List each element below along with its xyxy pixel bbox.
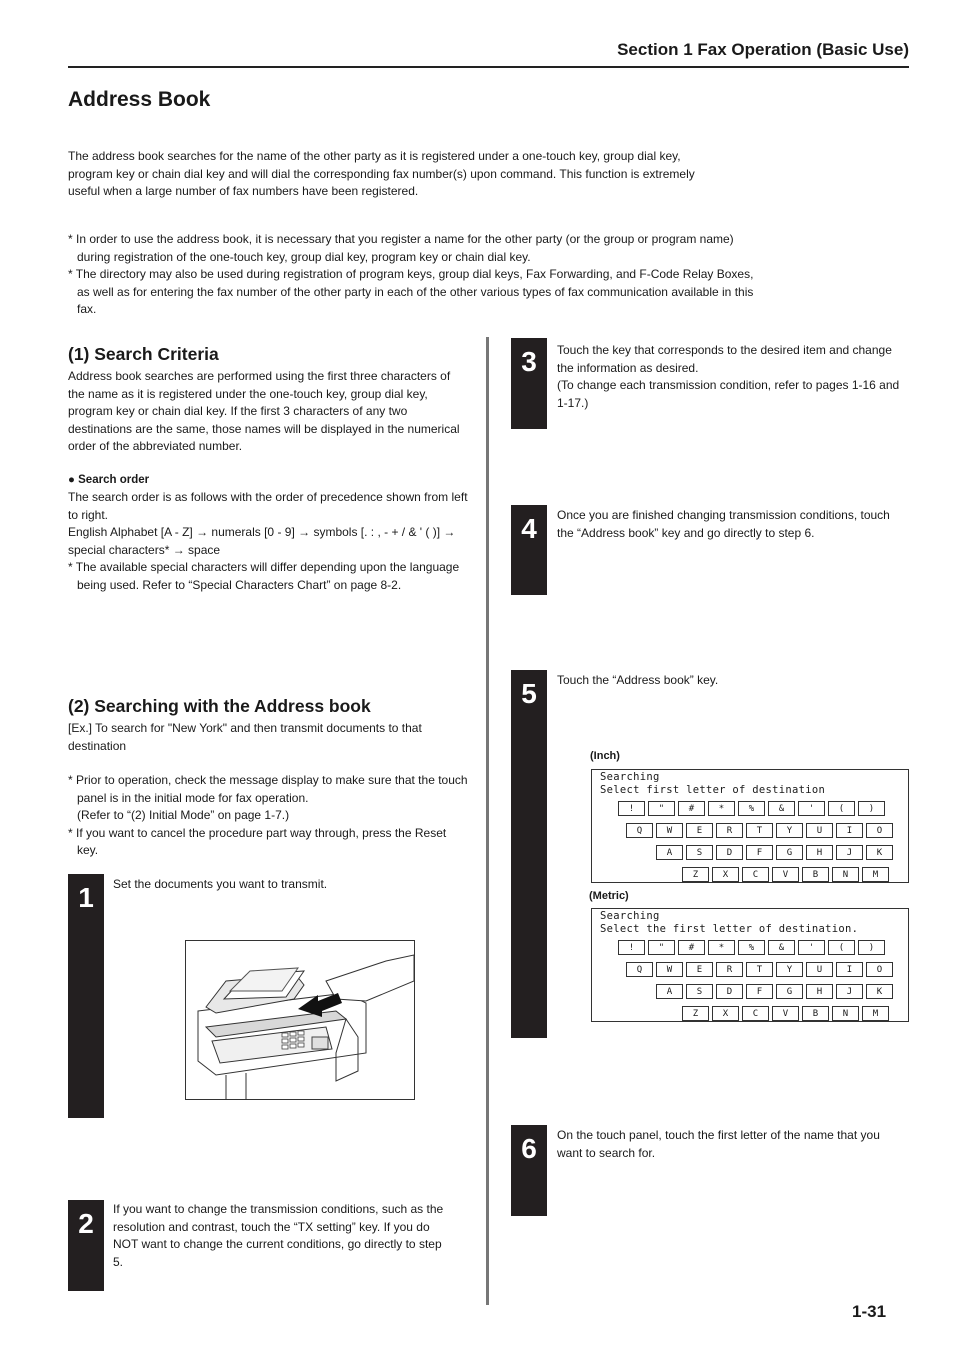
step-4-text: Once you are finished changing transmission conditions, touch the “Address book” key and go directly to step 6.: [557, 508, 890, 540]
key-row: [656, 984, 893, 999]
letter-key[interactable]: Z: [682, 1006, 709, 1021]
letter-key[interactable]: ": [648, 940, 675, 955]
notes: [68, 231, 758, 319]
step-3-instruction: Touch the key that corresponds to the desired item and change the information as desired.: [557, 343, 892, 375]
key-row: [618, 801, 885, 816]
letter-key[interactable]: #: [678, 940, 705, 955]
searching-note-ref: (Refer to “(2) Initial Mode” on page 1-7.): [77, 808, 290, 822]
step-6-bar: [511, 1125, 547, 1216]
step-4-bar: [511, 505, 547, 595]
letter-key[interactable]: Y: [776, 962, 803, 977]
step-1-text: Set the documents you want to transmit.: [113, 877, 328, 891]
fax-machine-illustration: [185, 940, 415, 1100]
intro-line: The address book searches for the name of the other party as it is registered under a one-touch key, group dial key,: [68, 149, 681, 163]
letter-key[interactable]: A: [656, 845, 683, 860]
search-order-sequence: English Alphabet [A - Z] → numerals [0 - 9] → symbols [. : , - + / & ' ( )] → special characters* → space: [68, 525, 456, 557]
step-number: 1: [78, 882, 94, 913]
letter-key[interactable]: M: [862, 1006, 889, 1021]
intro-line: program key or chain dial key and will dial the corresponding fax number(s) upon command. This function is extremely: [68, 166, 695, 181]
search-criteria-body: Address book searches are performed using the first three characters of the name as it is registered under the one-touch key, group dial key, program key or chain dial key. If the first 3 characters of any two destinations are the same, those names will be displayed in the numerical order of the abbreviated number.: [68, 369, 460, 453]
letter-key[interactable]: T: [746, 962, 773, 977]
step-2-bar: [68, 1200, 104, 1291]
panel-title-line: Searching: [600, 771, 660, 783]
intro-line: useful when a large number of fax numbers have been registered.: [68, 184, 419, 198]
letter-key[interactable]: I: [836, 823, 863, 838]
letter-key[interactable]: &: [768, 801, 795, 816]
letter-key[interactable]: C: [742, 867, 769, 882]
letter-key[interactable]: R: [716, 823, 743, 838]
letter-key[interactable]: H: [806, 984, 833, 999]
header-rule: [68, 66, 909, 68]
letter-key[interactable]: V: [772, 867, 799, 882]
letter-key[interactable]: X: [712, 1006, 739, 1021]
letter-key[interactable]: F: [746, 845, 773, 860]
key-row: [682, 1006, 889, 1021]
letter-key[interactable]: Q: [626, 823, 653, 838]
letter-key[interactable]: J: [836, 845, 863, 860]
letter-key[interactable]: D: [716, 845, 743, 860]
letter-key[interactable]: T: [746, 823, 773, 838]
step-3-reference: (To change each transmission condition, refer to pages 1-16 and 1-17.): [557, 378, 900, 410]
letter-key[interactable]: H: [806, 845, 833, 860]
note-item: * In order to use the address book, it is necessary that you register a name for the other party (or the group or program name) during registration of the one-touch key, group dial key, program key or chain dial key.: [68, 232, 734, 264]
letter-key[interactable]: S: [686, 845, 713, 860]
panel-label-inch: (Inch): [590, 750, 620, 762]
letter-key[interactable]: !: [618, 801, 645, 816]
searching-note: * Prior to operation, check the message display to make sure that the touch panel is in the initial mode for fax operation.: [68, 773, 468, 805]
section-header: Section 1 Fax Operation (Basic Use): [617, 40, 909, 59]
step-number: 6: [521, 1133, 537, 1164]
key-row: [682, 867, 889, 882]
fax-machine-drawing: [186, 941, 414, 1099]
step-1-bar: [68, 874, 104, 1118]
letter-key[interactable]: D: [716, 984, 743, 999]
key-row: [618, 940, 885, 955]
intro-paragraph: [68, 148, 768, 201]
search-order-note: * The available special characters will differ depending upon the language being used. Refer to “Special Characters Chart” on page 8-2.: [68, 560, 460, 592]
letter-key[interactable]: B: [802, 1006, 829, 1021]
letter-key[interactable]: W: [656, 962, 683, 977]
searching-heading: (2) Searching with the Address book: [68, 696, 371, 716]
letter-key[interactable]: A: [656, 984, 683, 999]
search-order-heading: ● Search order: [68, 473, 150, 486]
panel-title-line: Select the first letter of destination.: [600, 923, 859, 935]
letter-key[interactable]: O: [866, 962, 893, 977]
letter-key[interactable]: &: [768, 940, 795, 955]
search-criteria-heading: (1) Search Criteria: [68, 344, 219, 364]
panel-label-metric: (Metric): [589, 890, 629, 902]
letter-key[interactable]: #: [678, 801, 705, 816]
letter-key[interactable]: *: [708, 801, 735, 816]
letter-key[interactable]: U: [806, 823, 833, 838]
letter-key[interactable]: V: [772, 1006, 799, 1021]
step-number: 3: [521, 346, 537, 377]
letter-key[interactable]: ): [858, 940, 885, 955]
key-row: [626, 823, 893, 838]
letter-key[interactable]: C: [742, 1006, 769, 1021]
letter-key[interactable]: G: [776, 845, 803, 860]
letter-key[interactable]: R: [716, 962, 743, 977]
letter-key[interactable]: U: [806, 962, 833, 977]
letter-key[interactable]: (: [828, 801, 855, 816]
panel-title-line: Searching: [600, 910, 660, 922]
key-row: [656, 845, 893, 860]
letter-key[interactable]: F: [746, 984, 773, 999]
step-5-bar: [511, 670, 547, 1038]
key-row: [626, 962, 893, 977]
letter-key[interactable]: ': [798, 940, 825, 955]
letter-key[interactable]: ): [858, 801, 885, 816]
panel-title: [600, 771, 825, 797]
letter-key[interactable]: S: [686, 984, 713, 999]
step-6-text: On the touch panel, touch the first letter of the name that you want to search for.: [557, 1128, 880, 1160]
letter-key[interactable]: %: [738, 801, 765, 816]
step-3-text: [557, 342, 907, 412]
letter-key[interactable]: I: [836, 962, 863, 977]
step-5-text: Touch the “Address book” key.: [557, 673, 719, 687]
step-2-text: If you want to change the transmission conditions, such as the resolution and contrast, touch the “TX setting” key. If you do NOT want to change the current conditions, go directly to step 5.: [113, 1202, 444, 1269]
letter-key[interactable]: J: [836, 984, 863, 999]
touch-panel-metric: [591, 908, 909, 1022]
page-title: Address Book: [68, 88, 211, 111]
note-item: * The directory may also be used during registration of program keys, group dial keys, Fax Forwarding, and F-Code Relay Boxes, as well as for entering the fax number of the other party in each of the other various types of fax communication available in this fax.: [68, 267, 754, 316]
letter-key[interactable]: G: [776, 984, 803, 999]
panel-title-line: Select first letter of destination: [600, 784, 826, 796]
searching-section: [68, 696, 468, 860]
touch-panel-inch: [591, 769, 909, 883]
letter-key[interactable]: Z: [682, 867, 709, 882]
searching-note: * If you want to cancel the procedure part way through, press the Reset key.: [68, 825, 447, 857]
letter-key[interactable]: E: [686, 962, 713, 977]
letter-key[interactable]: Q: [626, 962, 653, 977]
letter-key[interactable]: Y: [776, 823, 803, 838]
search-criteria-section: [68, 344, 468, 594]
letter-key[interactable]: E: [686, 823, 713, 838]
letter-key[interactable]: %: [738, 940, 765, 955]
searching-example: [Ex.] To search for "New York" and then transmit documents to that destination: [68, 721, 422, 753]
letter-key[interactable]: B: [802, 867, 829, 882]
letter-key[interactable]: X: [712, 867, 739, 882]
letter-key[interactable]: M: [862, 867, 889, 882]
search-order-body: The search order is as follows with the order of precedence shown from left to right.: [68, 490, 468, 522]
step-3-bar: [511, 338, 547, 429]
letter-key[interactable]: K: [866, 845, 893, 860]
column-divider: [486, 337, 489, 1305]
letter-key[interactable]: ': [798, 801, 825, 816]
letter-key[interactable]: K: [866, 984, 893, 999]
step-number: 5: [521, 678, 537, 709]
panel-title: [600, 910, 858, 936]
letter-key[interactable]: N: [832, 867, 859, 882]
letter-key[interactable]: W: [656, 823, 683, 838]
letter-key[interactable]: N: [832, 1006, 859, 1021]
letter-key[interactable]: *: [708, 940, 735, 955]
step-number: 2: [78, 1208, 94, 1239]
letter-key[interactable]: (: [828, 940, 855, 955]
page-number: 1-31: [852, 1302, 887, 1321]
step-number: 4: [521, 513, 537, 544]
letter-key[interactable]: O: [866, 823, 893, 838]
letter-key[interactable]: !: [618, 940, 645, 955]
letter-key[interactable]: ": [648, 801, 675, 816]
